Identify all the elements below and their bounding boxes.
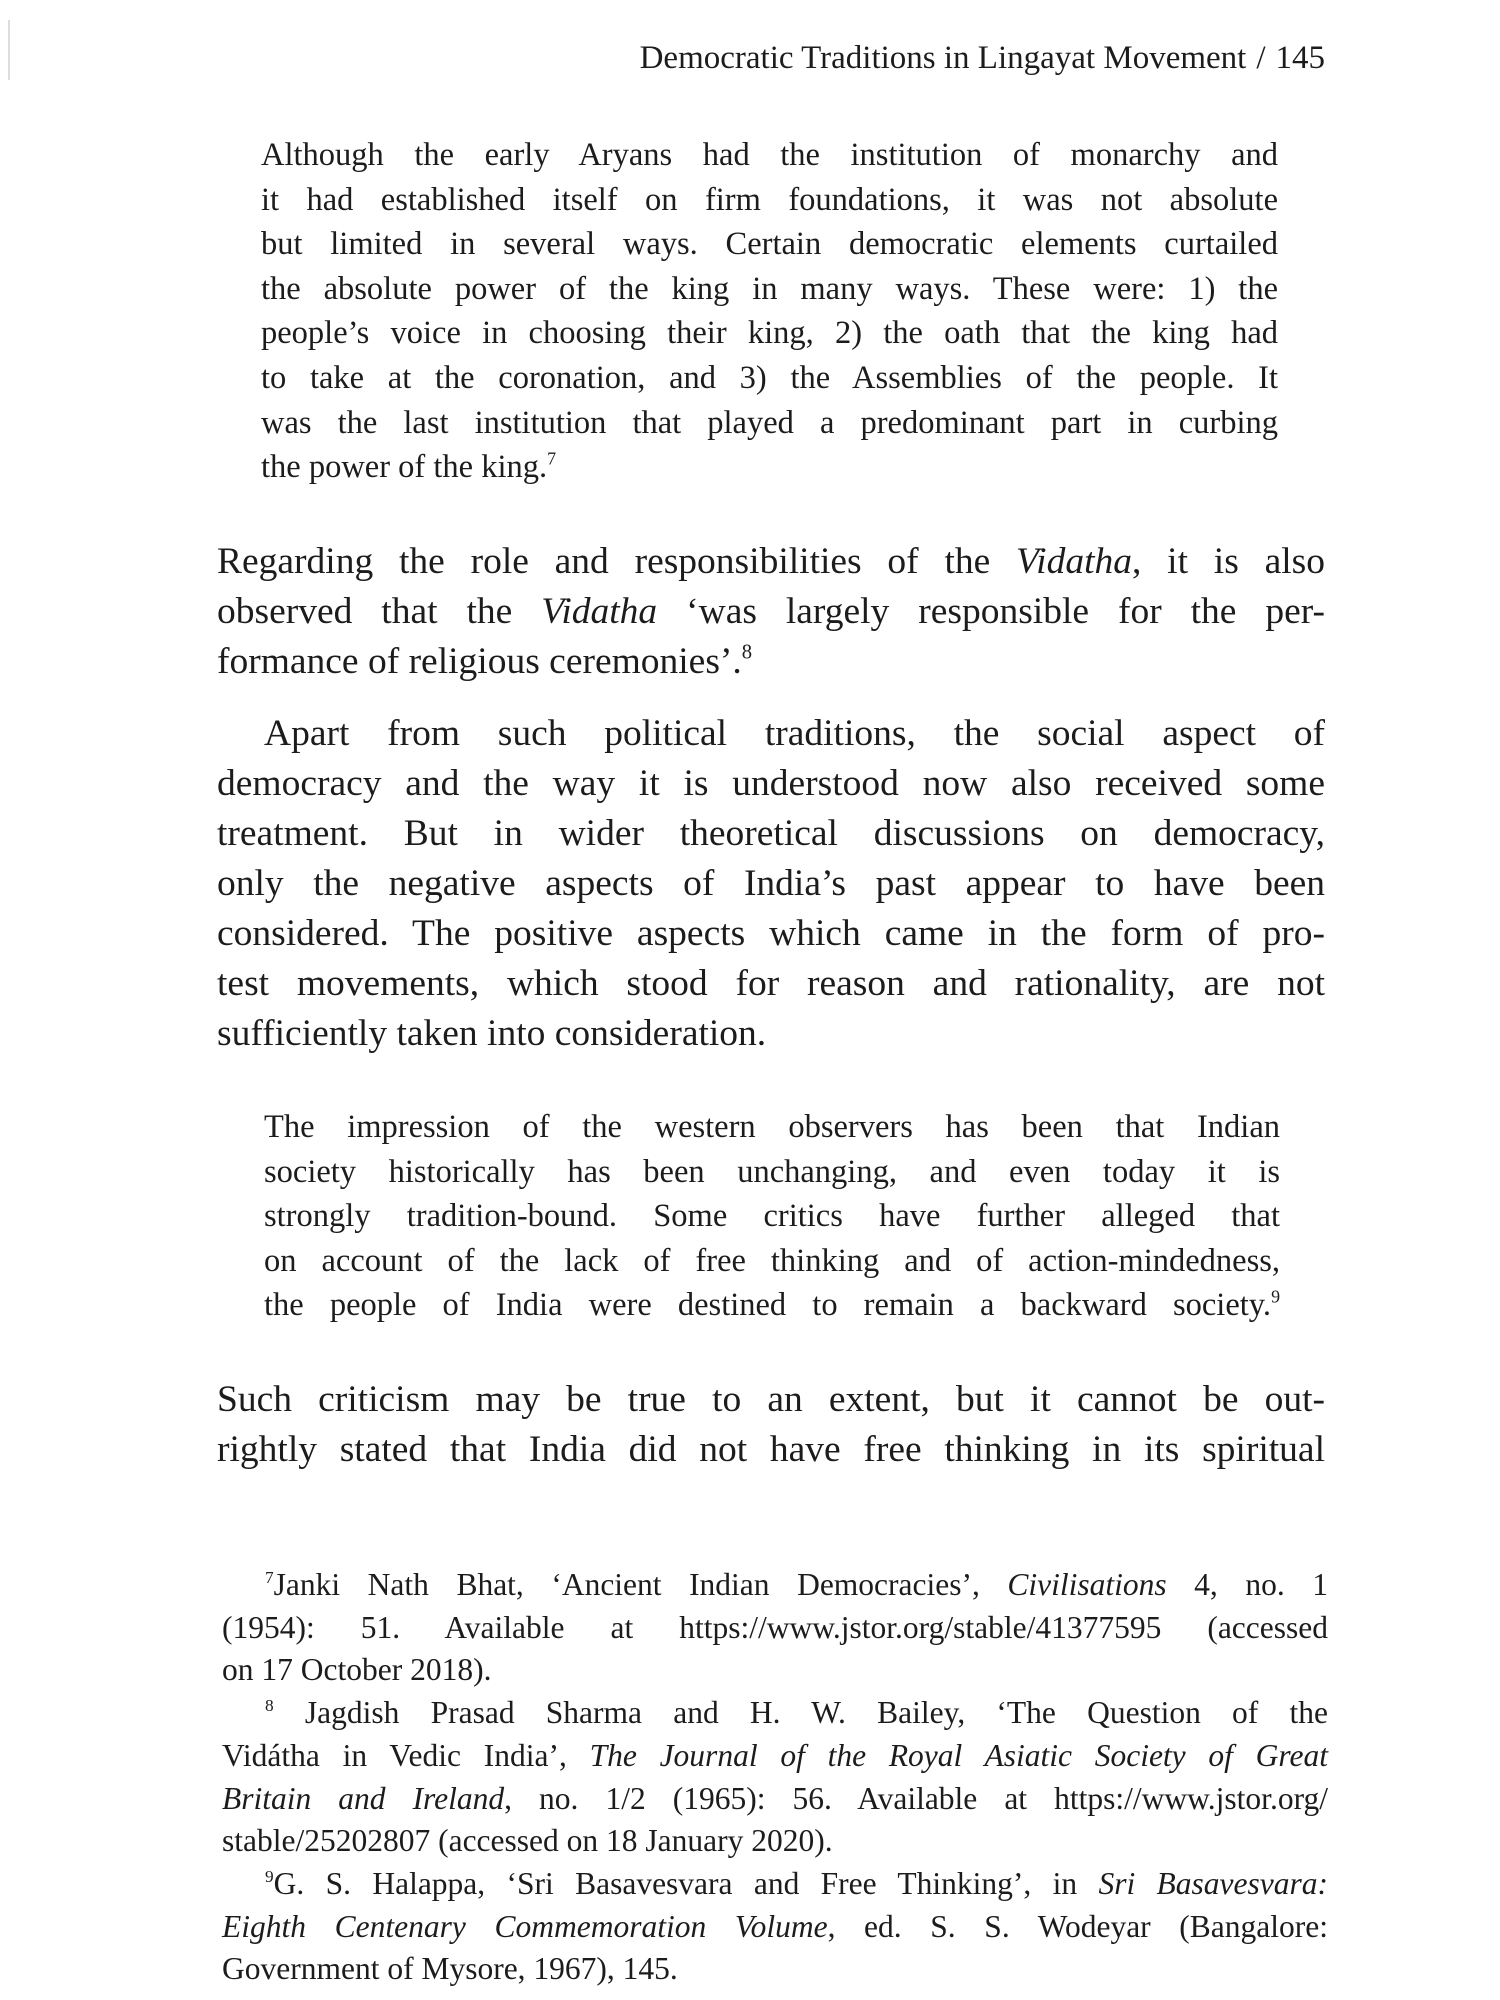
text-segment: treatment. But in wider theoretical discussions on democracy, <box>217 813 1325 854</box>
footnote-8 <box>222 1692 1328 1863</box>
text-segment: rightly stated that India did not have free thinking in its spiritual <box>217 1429 1325 1470</box>
text-segment: strongly tradition-bound. Some critics have further alleged that <box>264 1198 1280 1235</box>
text-segment: people’s voice in choosing their king, 2) the oath that the king had <box>261 315 1278 352</box>
italic-text: Eighth Centenary Commemoration Volume <box>222 1908 828 1944</box>
footnote-reference: 8 <box>265 1695 274 1715</box>
text-segment: The impression of the western observers has been that Indian <box>264 1109 1280 1145</box>
text-segment: formance of religious ceremonies’. <box>217 641 742 682</box>
footnote-reference: 7 <box>265 1567 274 1587</box>
text-line <box>261 133 1278 178</box>
text-segment: G. S. Halappa, ‘Sri Basavesvara and Free Thinking’, in <box>273 1865 1099 1901</box>
footnote-reference: 7 <box>547 448 557 469</box>
text-line <box>264 1283 1280 1328</box>
paragraph-vidatha <box>217 537 1325 687</box>
text-segment: only the negative aspects of India’s past appear to have been <box>217 863 1325 904</box>
text-line <box>264 1194 1280 1239</box>
text-line <box>222 1906 1328 1949</box>
text-line <box>264 1105 1280 1150</box>
text-line <box>217 909 1325 959</box>
text-line <box>222 1948 1328 1991</box>
text-segment: 4, no. 1 <box>1166 1567 1328 1602</box>
italic-text: Civilisations <box>1007 1567 1167 1602</box>
text-line <box>217 587 1325 637</box>
text-line <box>217 537 1325 587</box>
page-number: 145 <box>1275 40 1325 76</box>
text-line <box>217 959 1325 1009</box>
italic-text: Vidatha <box>1016 541 1133 582</box>
text-line <box>217 637 1325 687</box>
text-segment: , no. 1/2 (1965): 56. Available at https://www.jstor.org/ <box>504 1780 1328 1816</box>
text-segment: Janki Nath Bhat, ‘Ancient Indian Democracies’, <box>273 1567 1008 1602</box>
text-line <box>222 1863 1328 1906</box>
block-quote-western-observers <box>264 1105 1280 1328</box>
italic-text: Britain and Ireland <box>222 1780 505 1816</box>
footnotes <box>222 1564 1328 1991</box>
text-line <box>217 759 1325 809</box>
text-segment: (1954): 51. Available at https://www.jstor.org/stable/41377595 (accessed <box>222 1609 1328 1645</box>
text-segment: , it is also <box>1132 541 1325 582</box>
text-segment: to take at the coronation, and 3) the Assemblies of the people. It <box>261 359 1278 396</box>
text-segment: was the last institution that played a predominant part in curbing <box>261 404 1278 441</box>
running-header-title: Democratic Traditions in Lingayat Movement <box>639 40 1247 76</box>
text-segment: the absolute power of the king in many ways. These were: 1) the <box>261 270 1278 307</box>
text-segment: stable/25202807 (accessed on 18 January 2020). <box>222 1823 833 1859</box>
text-line <box>264 1150 1280 1195</box>
text-line <box>222 1820 1328 1863</box>
block-quote-aryans <box>261 133 1278 490</box>
text-line <box>261 401 1278 446</box>
text-line <box>217 859 1325 909</box>
text-segment: test movements, which stood for reason and rationality, are not <box>217 963 1325 1004</box>
running-header <box>630 40 1325 77</box>
paragraph-criticism <box>217 1375 1325 1475</box>
text-line <box>264 1239 1280 1284</box>
text-segment: Vidátha in Vedic India’, <box>222 1737 590 1773</box>
text-line <box>217 1009 1325 1059</box>
text-line <box>222 1564 1328 1607</box>
text-segment: considered. The positive aspects which came in the form of pro- <box>217 913 1325 954</box>
text-line <box>222 1649 1328 1692</box>
text-line <box>261 222 1278 267</box>
text-segment: on 17 October 2018). <box>222 1652 492 1688</box>
text-segment: Apart from such political traditions, the social aspect of <box>264 713 1325 754</box>
paragraph-political-traditions <box>217 709 1325 1059</box>
page-edge-shadow <box>8 20 10 80</box>
text-line <box>261 445 1278 490</box>
text-line <box>222 1607 1328 1650</box>
footnote-reference: 9 <box>1271 1286 1280 1307</box>
text-line <box>261 267 1278 312</box>
text-line <box>261 356 1278 401</box>
text-segment: ‘was largely responsible for the per- <box>657 591 1325 632</box>
italic-text: Sri Basavesvara: <box>1098 1865 1328 1901</box>
text-segment: the people of India were destined to remain a backward society. <box>264 1287 1272 1324</box>
text-segment: but limited in several ways. Certain democratic elements curtailed <box>261 226 1278 263</box>
running-header-separator: / <box>1256 40 1266 76</box>
text-segment: , ed. S. S. Wodeyar (Bangalore: <box>827 1908 1328 1944</box>
text-line <box>217 1425 1325 1475</box>
text-line <box>261 311 1278 356</box>
text-line <box>261 178 1278 223</box>
text-segment: democracy and the way it is understood now also received some <box>217 763 1325 804</box>
italic-text: Vidatha <box>541 591 658 632</box>
text-segment: on account of the lack of free thinking and of action-mindedness, <box>264 1242 1280 1279</box>
text-line <box>222 1778 1328 1821</box>
text-segment: society historically has been unchanging, and even today it is <box>264 1153 1280 1190</box>
text-segment: Such criticism may be true to an extent, but it cannot be out- <box>217 1379 1325 1420</box>
footnote-reference: 8 <box>741 641 753 664</box>
text-segment: Jagdish Prasad Sharma and H. W. Bailey, ‘The Question of the <box>273 1695 1328 1731</box>
footnote-reference: 9 <box>265 1866 274 1886</box>
text-line <box>217 1375 1325 1425</box>
footnote-9 <box>222 1863 1328 1991</box>
text-line <box>222 1692 1328 1735</box>
italic-text: The Journal of the Royal Asiatic Society of Great <box>589 1737 1328 1773</box>
text-line <box>217 809 1325 859</box>
text-segment: Regarding the role and responsibilities of the <box>217 541 1017 582</box>
text-segment: it had established itself on firm foundations, it was not absolute <box>261 181 1278 218</box>
text-segment: the power of the king. <box>261 449 548 486</box>
text-segment: Government of Mysore, 1967), 145. <box>222 1951 678 1987</box>
text-line <box>217 709 1325 759</box>
text-segment: sufficiently taken into consideration. <box>217 1013 767 1054</box>
text-line <box>222 1735 1328 1778</box>
text-segment: Although the early Aryans had the institution of monarchy and <box>261 137 1278 173</box>
footnote-7 <box>222 1564 1328 1692</box>
text-segment: observed that the <box>217 591 542 632</box>
